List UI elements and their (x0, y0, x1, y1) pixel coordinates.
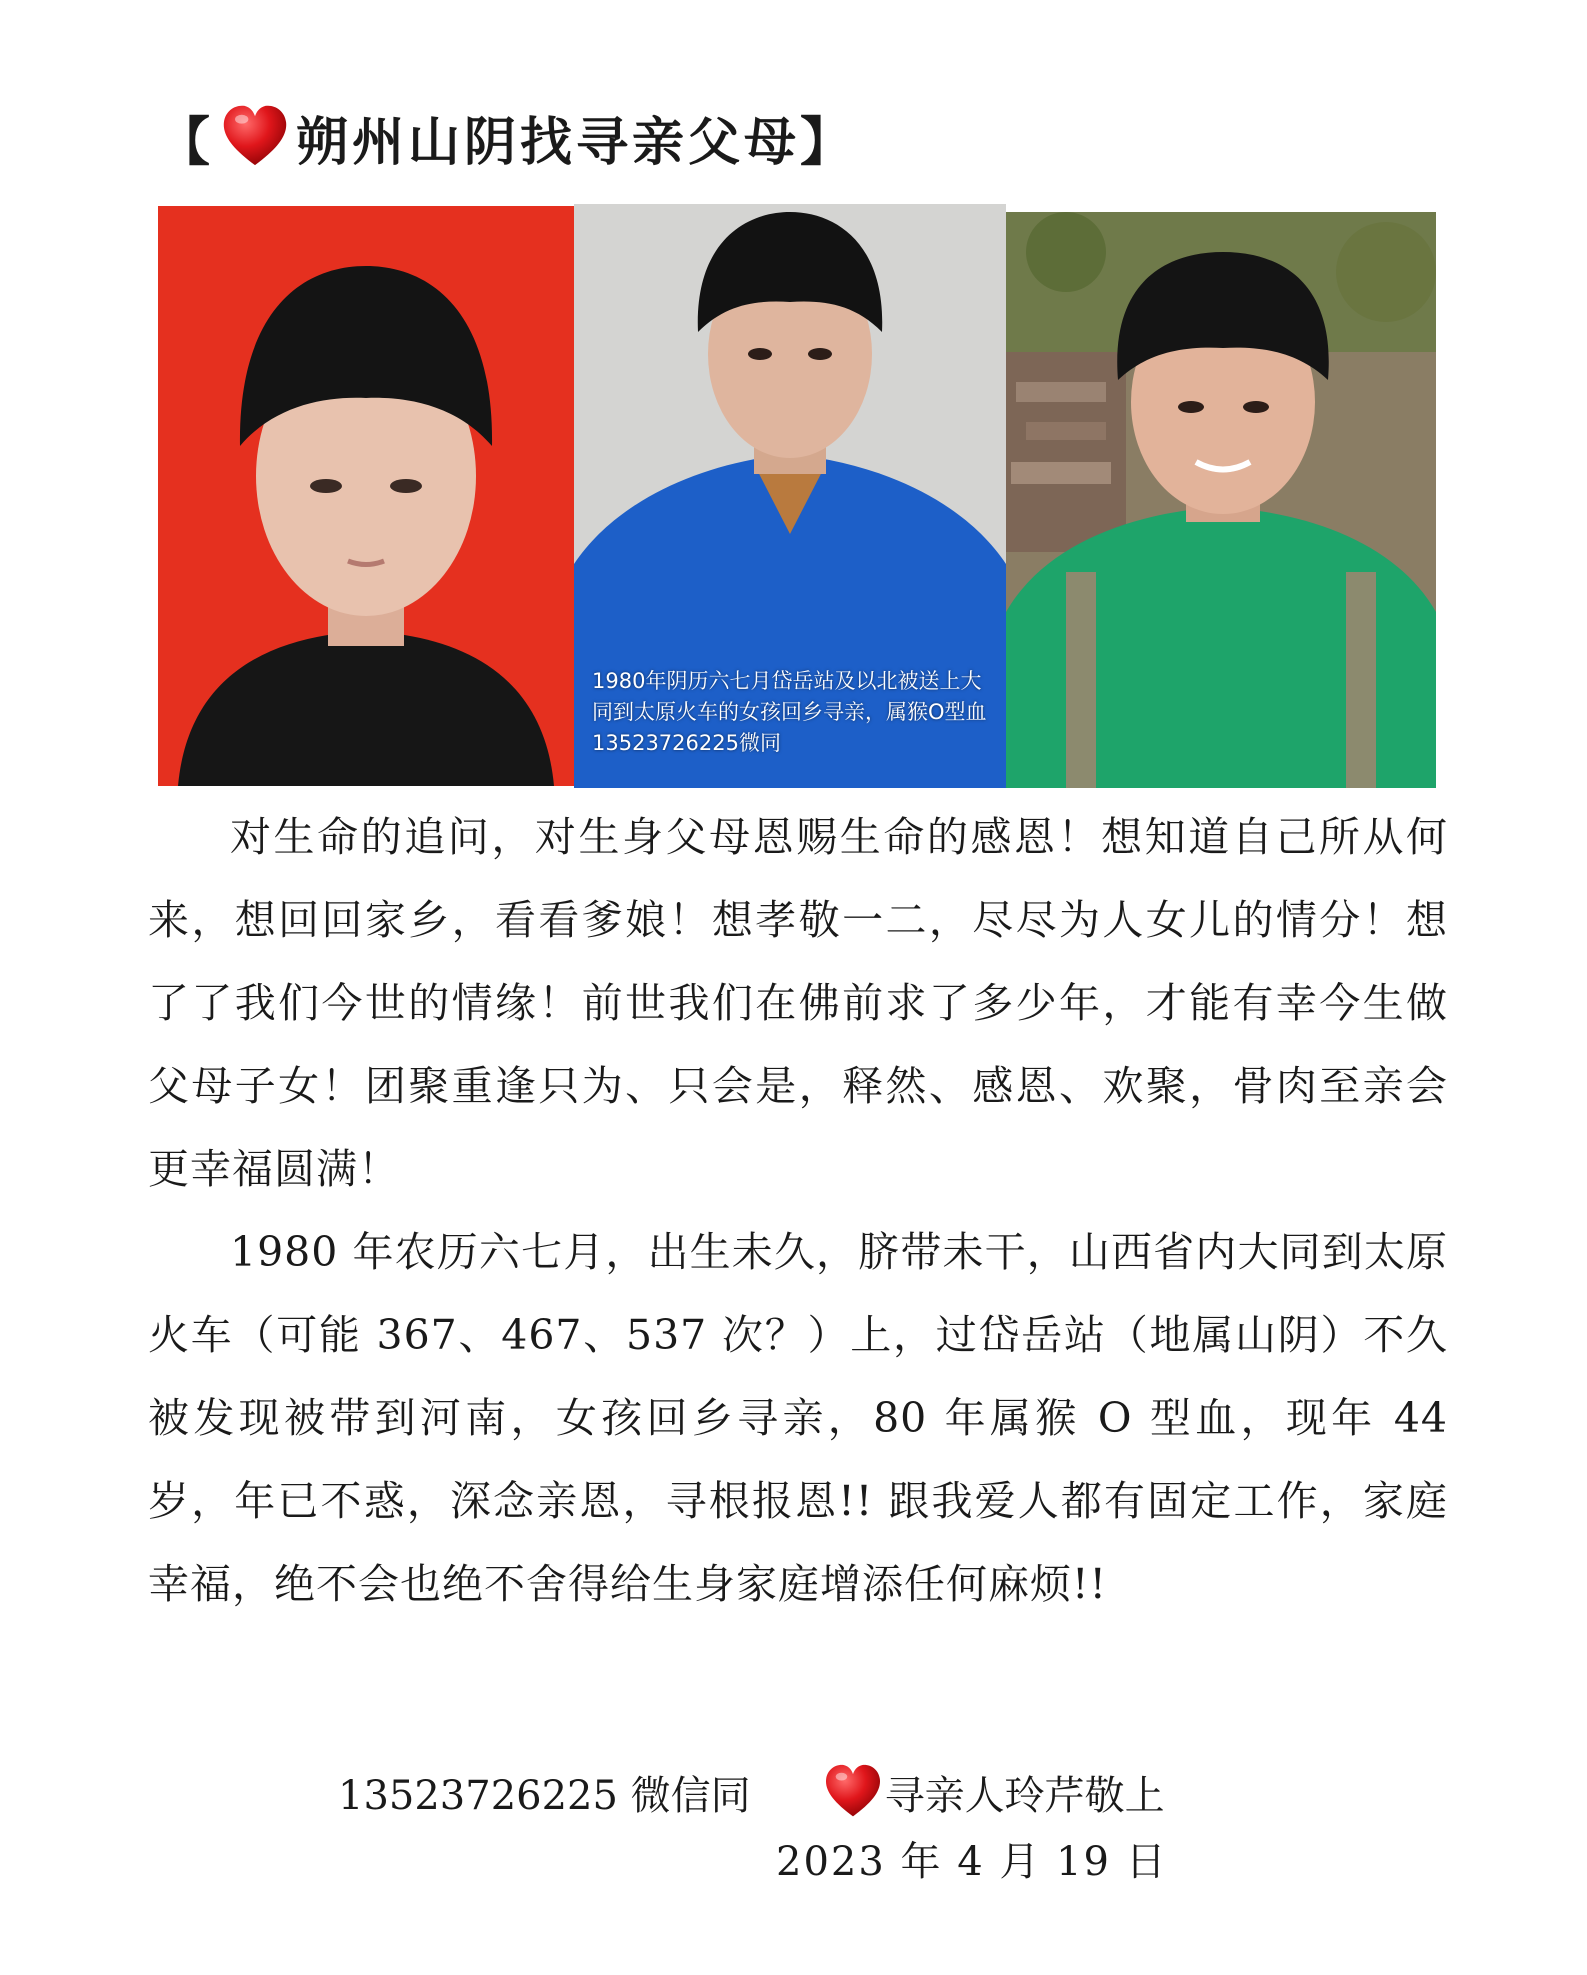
title-open-bracket: 【 (158, 111, 215, 173)
signer-name: 寻亲人玲芹敬上 (884, 1772, 1165, 1819)
signature-line (338, 1752, 1165, 1832)
red-heart-icon (821, 1760, 885, 1824)
selfie-photo-blue-jacket (574, 204, 1006, 788)
letter-body (148, 796, 1448, 1626)
letter-date: 2023 年 4 月 19 日 (776, 1839, 1168, 1885)
body-paragraph: 1980 年农历六七月，出生未久，脐带未干，山西省内大同到太原火车（可能 367、467、537 次？）上，过岱岳站（地属山阴）不久被发现被带到河南，女孩回乡寻亲，80 年属猴 O 型血，现年 44 岁，年已不惑，深念亲恩，寻根报恩!! 跟我爱人都有固定工作，家庭幸福，绝不会也绝不舍得给生身家庭增添任何麻烦!! (148, 1228, 1448, 1608)
red-heart-icon (218, 100, 292, 174)
photo-strip (158, 204, 1436, 788)
body-paragraph: 对生命的追问，对生身父母恩赐生命的感恩！想知道自己所从何来，想回回家乡，看看爹娘！想孝敬一二，尽尽为人女儿的情分！想了了我们今世的情缘！前世我们在佛前求了多少年，才能有幸今生做父母子女！团聚重逢只为、只会是，释然、感恩、欢聚，骨肉至亲会更幸福圆满！ (148, 813, 1448, 1193)
contact-phone: 13523726225 微信同 (338, 1772, 751, 1819)
portrait-photo-red-background (158, 206, 574, 786)
title-text: 朔州山阴找寻亲父母】 (296, 111, 857, 173)
outdoor-photo-green-jacket (1006, 212, 1436, 788)
poster-title (158, 92, 856, 182)
photo-caption-overlay: 1980年阴历六七月岱岳站及以北被送上大同到太原火车的女孩回乡寻亲，属猴O型血13523726225微同 (592, 669, 987, 755)
